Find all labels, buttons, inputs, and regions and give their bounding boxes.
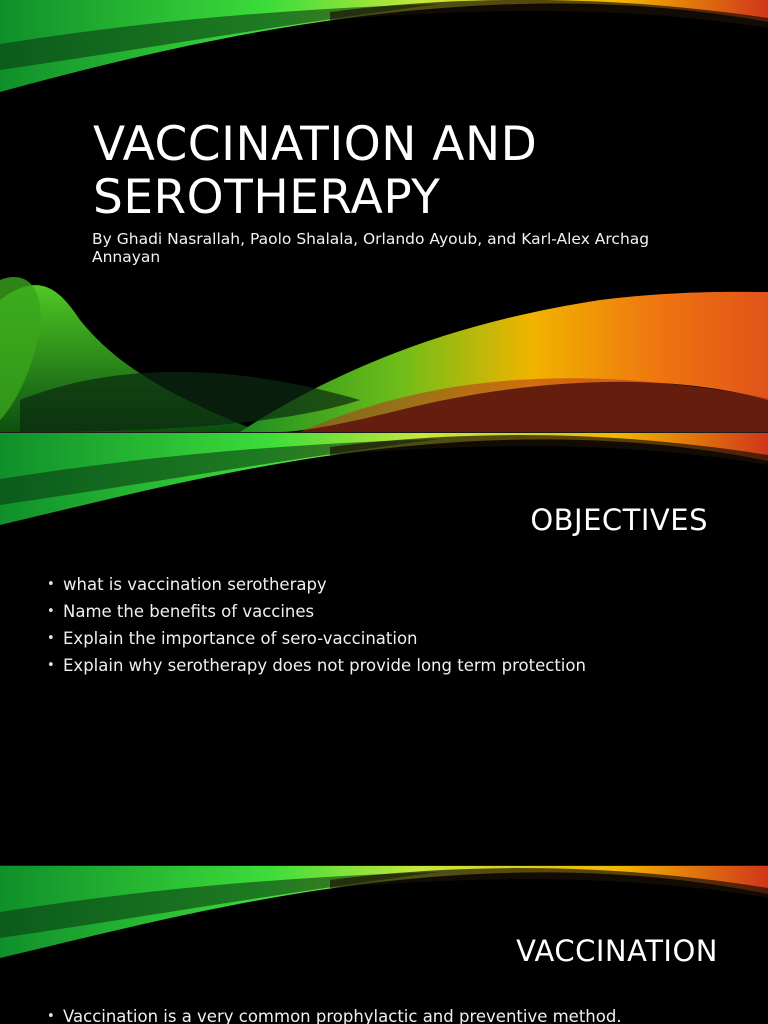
list-item: • Explain the importance of sero-vaccination	[47, 625, 747, 652]
vaccination-slide	[0, 866, 768, 1024]
slide-heading: VACCINATION	[516, 934, 718, 968]
list-item: • Vaccination is a very common prophylactic and preventive method.	[47, 1003, 747, 1024]
presentation-title: VACCINATION AND SEROTHERAPY	[93, 117, 538, 225]
title-slide	[0, 0, 768, 432]
list-item: • Name the benefits of vaccines	[47, 598, 747, 625]
objectives-slide	[0, 433, 768, 865]
presentation-authors: By Ghadi Nasrallah, Paolo Shalala, Orlando Ayoub, and Karl-Alex Archag Annayan	[92, 230, 650, 266]
vaccination-list	[47, 1003, 747, 1024]
list-item: • Explain why serotherapy does not provide long term protection	[47, 652, 747, 679]
objectives-list	[47, 571, 747, 679]
slide-heading: OBJECTIVES	[530, 503, 708, 537]
list-item: • what is vaccination serotherapy	[47, 571, 747, 598]
